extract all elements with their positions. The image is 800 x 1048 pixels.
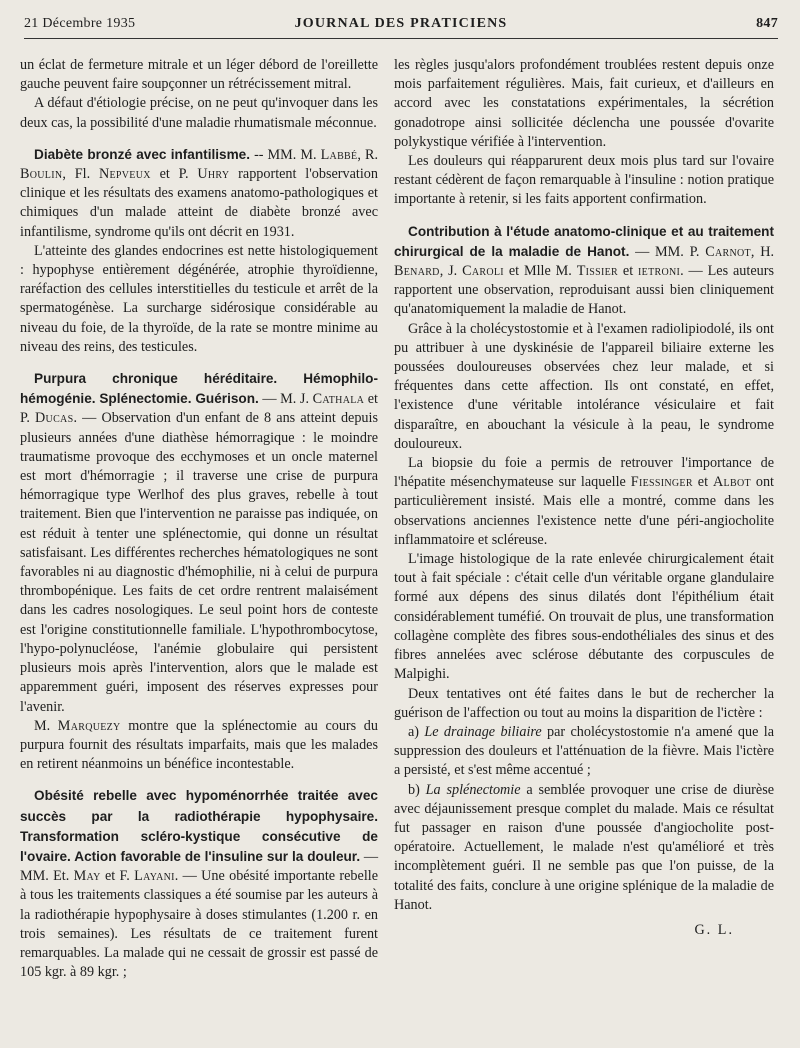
author: Boulin <box>20 166 63 183</box>
paragraph <box>394 454 774 550</box>
author: Fiessinger <box>630 474 693 491</box>
article-body: . — Une obésité importante rebelle à tous les traitements classiques a été soumise par les auteurs à la radiothérapie hypophysaire à doses stimulantes (1.200 r. en trois semaines). Les résultats de ce traitement furent remarquables. La malade qui ne cessait de grossir est passé de 105 kgr. à 89 kgr. ; <box>20 868 378 981</box>
text-fragment: -- MM. M. <box>250 146 321 163</box>
list-item <box>394 723 774 781</box>
paragraph <box>20 717 378 775</box>
author: ietroni <box>638 263 681 280</box>
author: Labbé <box>320 146 358 163</box>
article-diabete <box>20 145 378 242</box>
article-body: . — Les auteurs rapportent une observation, reproduisant aussi bien cliniquement qu'anatomiquement la maladie de Hanot. <box>394 263 774 318</box>
page-number: 847 <box>756 16 778 31</box>
author: Ducas <box>35 410 74 427</box>
signature: G. L. <box>694 921 734 938</box>
page-header <box>24 12 778 39</box>
text-fragment: — MM. P. <box>629 243 706 260</box>
article-purpura <box>20 369 378 717</box>
author: Nepveux <box>98 166 151 183</box>
journal-title: JOURNAL DES PRATICIENS <box>294 16 508 31</box>
text-fragment: et P. <box>20 391 378 427</box>
right-column <box>394 56 774 940</box>
text-fragment: et Mlle M. <box>503 263 577 280</box>
text-fragment: M. <box>34 717 58 734</box>
header-date: 21 Décembre 1935 <box>24 16 136 31</box>
text-fragment: par cholécystostomie n'a amené que la suppression des douleurs et l'atténuation de la fièvre. Mais l'ictère a persisté, et s'est même accentué ; <box>394 723 774 779</box>
author: May <box>73 868 101 885</box>
left-column <box>20 56 378 982</box>
text-fragment: , R. <box>357 146 379 163</box>
list-item <box>394 781 774 915</box>
italic-term: La splénectomie <box>425 781 521 798</box>
text-fragment: La biopsie du foie a permis de retrouver l'importance de l'hépatite mésenchymateuse sur laquelle <box>394 455 774 491</box>
text-fragment: — M. J. <box>258 391 313 408</box>
text-fragment: b) <box>408 781 426 798</box>
article-body: . — Observation d'un enfant de 8 ans atteint depuis plusieurs années d'une diathèse hémorragique : le moindre traumatisme provoque des ecchymoses et un oncle maternel est mort d'hémorragie ; il traverse une crise de purpura hémorragique type Werlhof des plus graves, rebelle à tout traitement. Bien que l'intervention ne paraisse pas indiquée, on est réduit à tenter une splénectomie, qui donne un résultat satisfaisant. Les différentes recherches hématologiques ne sont favorables ni au diagnostic d'hémophilie, ni à celui de purpura thrombopénique. Les faits de cet ordre rentrent malaisément dans les cadres nosologiques. Le seul point hors de conteste est l'origine constitutionnelle familiale. L'hypothrombocytose, l'hypo-polynucléose, l'anémie globulaire qui persistent plusieurs mois après l'intervention, alors que le malade est apparemment guéri, imposent des réserves expresses pour l'avenir. <box>20 410 378 715</box>
author: Albot <box>713 474 751 491</box>
author: Caroli <box>462 263 504 280</box>
paragraph: Les douleurs qui réapparurent deux mois plus tard sur l'ovaire restant cédèrent de façon remarquable à l'insuline : notion pratique importante à retenir, si les faits apportent confirmation. <box>394 153 774 208</box>
article-obesite <box>20 786 378 982</box>
article-title: Purpura chronique héréditaire. Hémophilo-hémogénie. Splénectomie. Guérison. <box>20 371 378 407</box>
article-title: Diabète bronzé avec infantilisme. <box>34 146 251 162</box>
author: Uhry <box>197 166 230 183</box>
text-fragment: , J. <box>439 263 463 280</box>
text-fragment: ont particulièrement insisté. Mais elle a montré, comme dans les observations anciennes l'existence nette d'une péri-angiocholite inflammatoire et scléreuse. <box>394 474 774 548</box>
text-fragment: et F. <box>100 868 135 885</box>
paragraph: les règles jusqu'alors profondément troublées restent depuis onze mois parfaitement régulières. Mais, fait curieux, et d'ailleurs en accord avec les constatations expérimentales, la sécrétion gonadotrope ainsi sollicitée déclencha une poussée d'ovarite polykystique vérifiée à l'intervention. <box>394 57 774 150</box>
text-fragment: a) <box>408 723 425 740</box>
text-fragment: et <box>692 474 714 491</box>
paragraph: L'atteinte des glandes endocrines est nette histologiquement : hypophyse entièrement dégénérée, atrophie thyroïdienne, raréfaction des cellules interstitielles du testicule et arrêt de la spermatogénèse. La surcharge sidérosique considérable au niveau du foie, de la thyroïde, de la rate se montre minime au niveau des reins, des testicules. <box>20 242 378 355</box>
text-fragment: et P. <box>150 166 198 183</box>
author: Carnot <box>705 243 751 260</box>
author: Tissier <box>576 263 619 280</box>
paragraph: Deux tentatives ont été faites dans le but de rechercher la guérison de l'affection ou tout au moins la disparition de l'ictère : <box>394 685 774 721</box>
italic-term: Le drainage biliaire <box>424 723 542 740</box>
text-fragment: , H. <box>750 243 775 260</box>
article-title: Obésité rebelle avec hypoménorrhée traitée avec succès par la radiothérapie hypophysaire. Transformation scléro-kystique consécutive de l'ovaire. Action favorable de l'insuline sur la douleur. <box>20 788 378 864</box>
author: Cathala <box>312 391 365 408</box>
paragraph: A défaut d'étiologie précise, on ne peut qu'invoquer dans les deux cas, la possibilité d'une maladie rhumatismale méconnue. <box>20 95 378 131</box>
text-fragment: a semblée provoquer une crise de diurèse avec déjaunissement presque complet du malade. Mais ce résultat fut passager en raison d'une poussée d'angiocholite post-opératoire. Actuellement, le malade n'est qu'amélioré et très incomplètement guéri. Il ne semble pas que l'on puisse, de la totalité des faits, conclure à une origine splénique de la maladie de Hanot. <box>394 781 775 913</box>
article-title: Contribution à l'étude anatomo-clinique et au traitement chirurgical de la maladie de Hanot. <box>394 223 774 259</box>
article-body: rapportent l'observation clinique et les résultats des examens anatomo-pathologiques et chimiques d'un malade atteint de diabète bronzé avec infantilisme, syndrome qu'ils ont décrit en 1931. <box>20 166 378 240</box>
text-fragment: , Fl. <box>62 166 99 183</box>
paragraph: L'image histologique de la rate enlevée chirurgicalement était tout à fait spéciale : c'était celle d'un véritable organe glandulaire formé aux dépens des sinus dilatés dont l'épithélium était considérablement tuméfié. On trouvait de plus, une transformation collagène complète des fibres sous-endothéliales des sinus et des fibres annelées avec sclérose débutante des corpuscules de Malpighi. <box>394 551 774 683</box>
paragraph: un éclat de fermeture mitrale et un léger débord de l'oreillette gauche peuvent faire soupçonner un rétrécissement mitral. <box>20 57 378 93</box>
text-fragment: — MM. Et. <box>20 848 379 885</box>
paragraph: Grâce à la cholécystostomie et à l'examen radiolipiodolé, ils ont pu attribuer à une dyskinésie de l'appareil biliaire externe les poussées douloureuses observées chez leur malade, et si fréquentes dans cette affection. Ils ont constaté, en effet, l'existence d'une véritable intolérance vésiculaire et fait disparaître, en abouchant la vésicule à la peau, le syndrome douloureux. <box>394 320 774 452</box>
article-hanot <box>394 222 774 320</box>
text-fragment: et <box>618 263 639 280</box>
author: Layani <box>134 868 175 885</box>
text-fragment: montre que la splénectomie au cours du purpura fournit des résultats imparfaits, mais que les malades en retirent néanmoins un bénéfice incontestable. <box>20 717 378 773</box>
author: Marquezy <box>57 717 121 734</box>
author: Benard <box>394 263 440 280</box>
